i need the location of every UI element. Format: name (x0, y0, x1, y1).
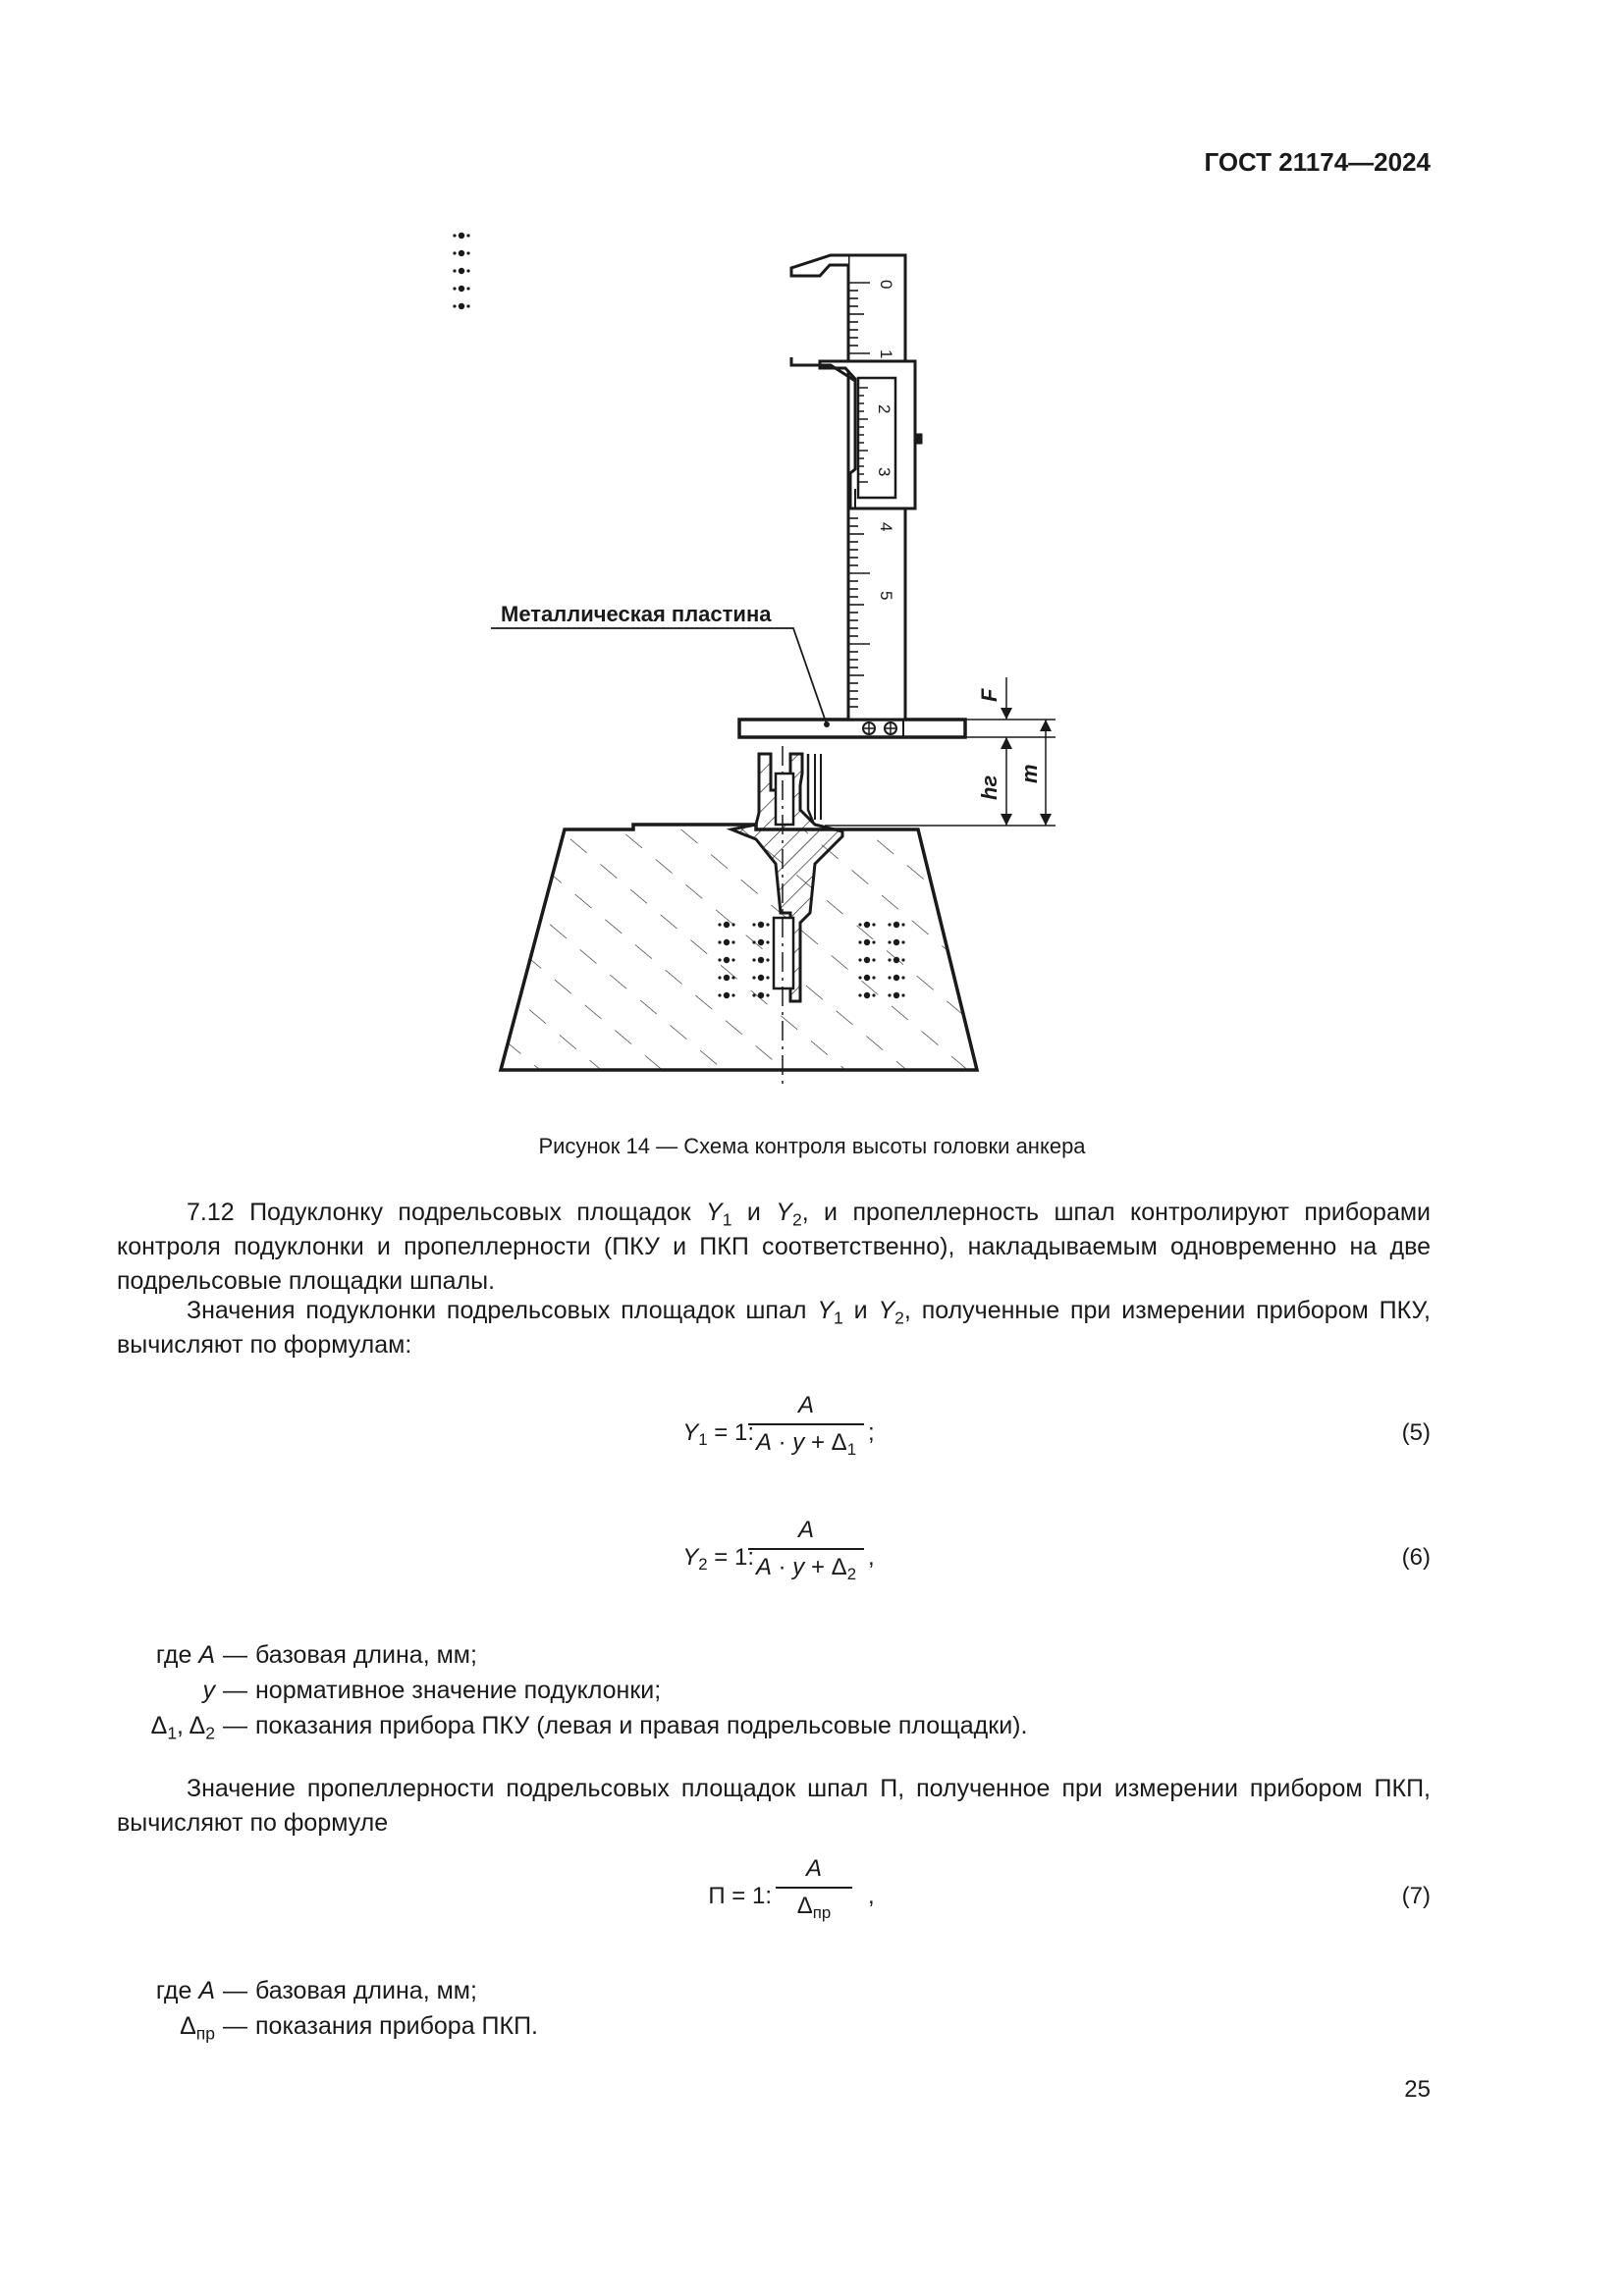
callout-label: Металлическая пластина (501, 602, 772, 626)
paragraph-7-12: 7.12 Подуклонку подрельсовых площадок $Y_1$ и $Y_2$, и пропеллерность шпал контролируют приборами контроля подуклонки и пропеллерности (ПКУ и ПКП соответственно), накладываемым одновременно на две подрельсовые площадки шпалы. (117, 1199, 1431, 1295)
page-number: 25 (1404, 2076, 1431, 2103)
vernier-number: 2 (875, 404, 893, 414)
scale-number: 1 (877, 349, 895, 359)
formula-7: П = 1: A $\Delta_{пр}$ , (7) (708, 1855, 1431, 1923)
caliper (791, 255, 922, 737)
definition-row: y — нормативное значение подуклонки; (202, 1677, 662, 1704)
formula-5: $Y_1 = 1$: $\frac{A}{A \cdot y + \Delta_1}$ ; (5) (682, 1392, 1431, 1460)
equation-number: (6) (1401, 1544, 1431, 1571)
scale-number: 0 (877, 280, 895, 290)
dim-label-m: m (1017, 764, 1042, 783)
definition-row: $\Delta_{пр}$ — показания прибора ПКП. (180, 2012, 539, 2044)
scale-number: 5 (877, 591, 895, 601)
equation-number: (7) (1401, 1883, 1431, 1909)
formula-6: $Y_2 = 1$: $\frac{A}{A \cdot y + \Delta_2}$ , (6) (682, 1517, 1431, 1584)
definition-row: где A — базовая длина, мм; (155, 1977, 477, 2004)
equation-number: (5) (1401, 1419, 1431, 1446)
where-list-1 (117, 1637, 1027, 1743)
plate-callout (491, 602, 830, 727)
sleeper-body (501, 825, 977, 1070)
anchor-head-caliper-figure (461, 236, 1042, 1099)
dim-label-hr: hг (977, 774, 1001, 800)
definition-row: где A — базовая длина, мм; (155, 1641, 477, 1669)
document-id: ГОСТ 21174—2024 (1204, 147, 1431, 177)
paragraph-propeller: Значение пропеллерности подрельсовых площадок шпал П, полученное при измерении прибором ПКП, вычисляют по формуле (117, 1775, 1431, 1837)
scale-number: 4 (877, 522, 895, 532)
vernier-number: 3 (875, 467, 893, 477)
figure-caption: Рисунок 14 — Схема контроля высоты головки анкера (538, 1134, 1086, 1158)
metal-plate (739, 720, 965, 737)
dim-label-F: F (977, 688, 1001, 702)
where-list-2 (117, 1973, 538, 2044)
definition-row: $\Delta_1$, $\Delta_2$ — показания прибора ПКУ (левая и правая подрельсовые площадки). (150, 1712, 1028, 1743)
paragraph-slope-values: Значения подуклонки подрельсовых площадок шпал $Y_1$ и $Y_2$, полученные при измерении прибором ПКУ, вычисляют по формулам: (117, 1297, 1431, 1359)
